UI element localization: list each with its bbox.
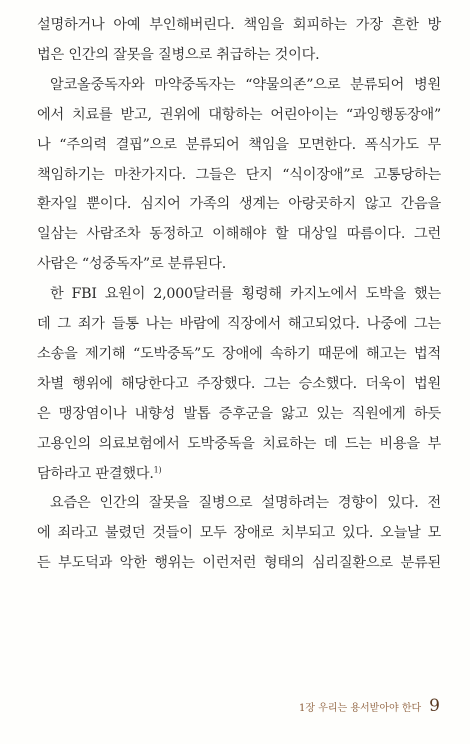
text-line-content: 데 그 죄가 들통 나는 바람에 직장에서 해고되었다. 나중에 그는 (37, 316, 441, 332)
text-line-content: 담하라고 판결했다. (37, 465, 154, 482)
text-line (37, 134, 441, 156)
text-line-content: 알코올중독자와 마약중독자는 “약물의존”으로 분류되어 병원 (50, 76, 441, 93)
text-line-content: 나 “주의력 결핍”으로 분류되어 책임을 모면한다. 폭식가도 무 (37, 136, 441, 153)
text-line-content: 요즘은 인간의 잘못을 질병으로 설명하려는 경향이 있다. 전 (50, 495, 441, 512)
text-line (37, 552, 441, 574)
text-line-content: 일삼는 사람조차 동정하고 이해해야 할 대상일 따름이다. 그런 (37, 226, 441, 243)
text-line (37, 104, 441, 126)
text-line-content: 소송을 제기해 “도박중독”도 장애에 속하기 때문에 해고는 법적 (37, 345, 441, 362)
text-line (37, 14, 441, 36)
text-line-content: 책임하기는 마찬가지다. 그들은 단지 “식이장애”로 고통당하는 (37, 166, 441, 183)
text-line (37, 463, 441, 485)
text-line (37, 433, 441, 455)
text-line (37, 164, 441, 186)
page-number: 9 (429, 696, 440, 716)
text-line (37, 193, 441, 215)
text-line-content: 에서 치료를 받고, 권위에 대항하는 어린아이는 “과잉행동장애” (37, 106, 441, 123)
text-line-content: 은 맹장염이나 내향성 발톱 증후군을 앓고 있는 직원에게 하듯 (37, 405, 441, 422)
text-line (50, 74, 441, 96)
page-footer (299, 696, 440, 718)
text-line (37, 313, 441, 335)
text-line-content: 한 FBI 요원이 2,000달러를 횡령해 카지노에서 도박을 했는 (50, 286, 441, 303)
text-line-content: 든 부도덕과 악한 행위는 이런저런 형태의 심리질환으로 분류된 (37, 555, 441, 572)
text-line (37, 403, 441, 425)
text-line-content: 차별 행위에 해당한다고 주장했다. 그는 승소했다. 더욱이 법원 (37, 375, 441, 392)
text-line (37, 253, 441, 275)
text-line (37, 44, 441, 66)
text-line (50, 283, 441, 305)
text-line-content: 에 죄라고 불렸던 것들이 모두 장애로 치부되고 있다. 오늘날 모 (37, 525, 441, 542)
running-title: 1장 우리는 용서받아야 한다 (299, 703, 422, 714)
text-line-content: 환자일 뿐이다. 심지어 가족의 생계는 아랑곳하지 않고 간음을 (37, 196, 441, 213)
text-line-content: 고용인의 의료보험에서 도박중독을 치료하는 데 드는 비용을 부 (37, 435, 441, 452)
text-line-content: 법은 인간의 잘못을 질병으로 취급하는 것이다. (37, 46, 320, 63)
text-line (37, 343, 441, 365)
text-line (37, 522, 441, 544)
text-line (37, 373, 441, 395)
text-line-content: 설명하거나 아예 부인해버린다. 책임을 회피하는 가장 흔한 방 (37, 17, 441, 33)
footnote-marker: 1) (153, 464, 162, 474)
text-line (50, 492, 441, 514)
text-line (37, 223, 441, 245)
text-line-content: 사람은 “성중독자”로 분류된다. (37, 256, 227, 273)
